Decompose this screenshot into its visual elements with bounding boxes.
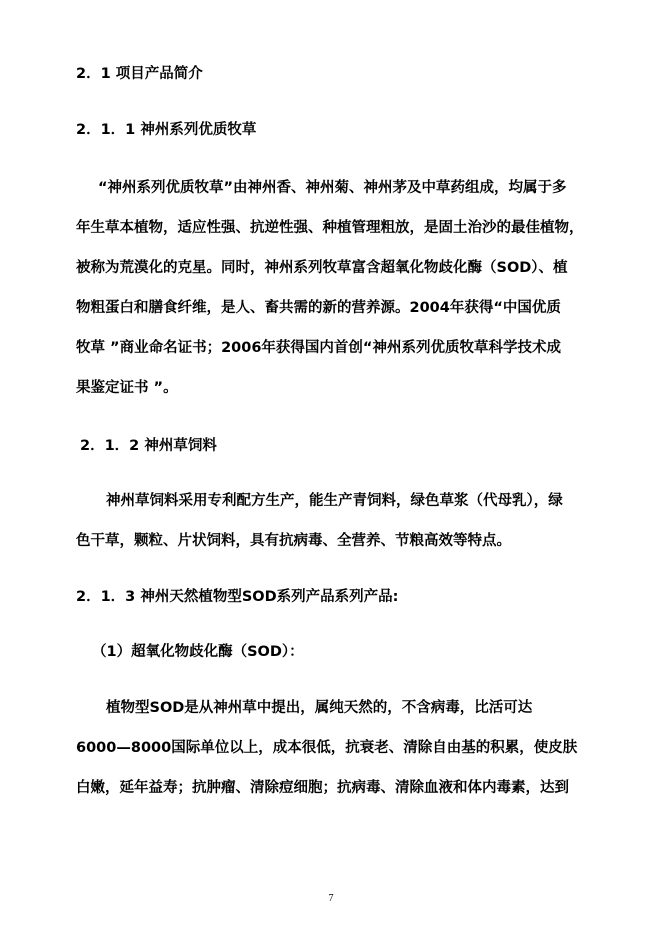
paragraph-line: 色干草，颗粒、片状饲料，具有抗病毒、全营养、节粮高效等特点。 (76, 533, 511, 549)
section-heading-2-1-3: 2．1．3 神州天然植物型SOD系列产品系列产品: (76, 589, 399, 605)
paragraph-line: 植物型SOD是从神州草中提出，属纯天然的，不含病毒，比活可达 (106, 700, 533, 716)
paragraph-line: 年生草本植物，适应性强、抗逆性强、种植管理粗放，是固土治沙的最佳植物， (76, 220, 584, 236)
section-heading-2-1-1: 2．1．1 神州系列优质牧草 (76, 122, 257, 138)
paragraph-line: 6000—8000国际单位以上，成本很低，抗衰老、清除自由基的积累，使皮肤 (76, 740, 578, 756)
page-number: 7 (328, 893, 334, 904)
paragraph-line: 牧草 ”商业命名证书；2006年获得国内首创“神州系列优质牧草科学技术成 (76, 340, 561, 356)
section-heading-2-1-2: 2．1．2 神州草饲料 (80, 438, 217, 454)
section-heading-2-1: 2．1 项目产品简介 (76, 66, 203, 82)
subheading-sod: （1）超氧化物歧化酶（SOD）： (92, 644, 304, 660)
paragraph-line: 果鉴定证书 ”。 (76, 380, 178, 396)
paragraph-line: 物粗蛋白和膳食纤维，是人、畜共需的新的营养源。2004年获得“中国优质 (76, 300, 561, 316)
paragraph-line: 神州草饲料采用专利配方生产，能生产青饲料，绿色草浆（代母乳），绿 (106, 493, 563, 509)
paragraph-line: “神州系列优质牧草”由神州香、神州菊、神州茅及中草药组成，均属于多 (98, 180, 567, 196)
paragraph-line: 白嫩，延年益寿；抗肿瘤、清除痘细胞；抗病毒、清除血液和体内毒素，达到 (76, 780, 569, 796)
paragraph-line: 被称为荒漠化的克星。同时，神州系列牧草富含超氧化物歧化酶（SOD）、植 (76, 260, 568, 276)
